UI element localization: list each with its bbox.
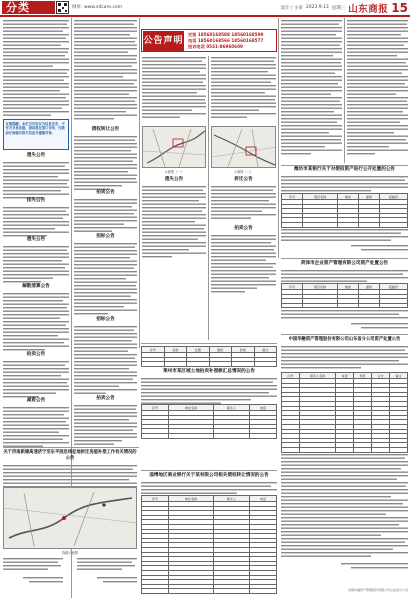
article-title: 拆迁公告 [234,177,253,182]
text-block [3,19,69,117]
text-block [142,56,206,122]
text-block [281,309,408,331]
table-header-cell: 单位名称 [168,405,213,411]
article-a16-tail [281,309,408,331]
map-graphic [143,127,206,168]
table-header-cell: 电话 [250,405,277,411]
asset-table-small [141,346,277,367]
table-header-cell: 地址 [338,194,359,200]
table-header-cell: 联系人 [214,496,250,502]
article-title: 遗失公告 [26,153,46,158]
table-header-cell: 电话 [250,496,277,502]
article-a1 [3,153,69,201]
article-a3 [3,237,69,285]
highlight-text: 友情提醒：本栏目内容仅为信息发布，不作为交易依据，请读者在签订合同、付款前仔细核实相关信息并谨慎对待。 [5,121,65,135]
article-d2 [211,226,276,300]
contact-table [141,404,277,439]
article-title: 菏泽市企业资产管理有限公司资产处置公告 [300,261,389,266]
article-b0 [74,19,137,123]
article-f0 [347,19,408,159]
section-category: 分类 [2,1,55,14]
enterprise-asset-table [281,283,408,308]
map-left [142,126,206,168]
text-block [74,135,137,193]
table-header-cell: 单位名称 [168,496,213,502]
text-block [347,19,408,159]
article-title: 莱州市某区域土地拍卖补偿款汇总情况的公告 [163,369,255,374]
issue-date: 2023.9.13 [305,4,329,10]
article-d1 [211,177,276,225]
article-b1 [74,127,137,193]
table-header-cell: 项目名称 [302,194,337,200]
map-graphic [212,127,276,168]
map-right [211,126,276,168]
text-block [74,19,137,123]
article-a2 [3,198,69,240]
article-b3 [74,234,137,320]
ad-line: 定报 18560168588 18560168599 [188,31,264,37]
text-block [281,453,408,583]
website-url: 网址: www.sdcare.com [72,5,122,10]
article-title: 淄博地区商业银行关于某有限公司相关债权转让情况的公告 [149,473,269,478]
article-c1 [142,177,206,265]
article-a15-tail [281,228,408,254]
column-divider [278,18,279,258]
edition-label: 设计 / 主审 [280,5,303,11]
article-title: 拍卖公告 [96,190,115,195]
map-caption: 示意图（一） [164,170,184,174]
article-a19 [141,473,277,497]
table-row [282,447,408,452]
debt-table [141,495,277,594]
text-block [211,234,276,300]
text-block [74,198,137,236]
newspaper-name: 山东商报 [348,3,389,15]
table-header-cell: 债务人名称 [299,373,335,379]
bank-asset-table [281,193,408,228]
section-divider [141,470,277,471]
article-a15 [281,167,408,195]
table-header-cell: 序号 [282,194,303,200]
article-title: 遗失公告 [26,237,46,242]
text-block [3,406,69,450]
table-header-cell: 项目名称 [302,284,337,290]
article-a4 [3,284,69,354]
text-block [3,557,137,595]
article-d0 [211,56,276,122]
table-header-cell: 位置 [187,347,210,353]
table-header-cell: 名称 [164,347,187,353]
table-header-cell: 合计 [372,373,390,379]
table-header-cell: 起始价 [379,284,407,290]
text-block [281,345,408,371]
article-e0 [281,19,342,159]
article-title: 招标公告 [96,234,115,239]
article-b4 [74,317,137,399]
section-divider [281,165,408,166]
map-caption: 线路示意图 [62,551,78,555]
article-a18 [141,369,277,407]
table-row [142,589,277,594]
section-divider [281,334,408,335]
table-header-cell: 利息 [354,373,372,379]
article-b5 [74,396,137,452]
table-header-cell: 价格 [232,347,255,353]
table-header-cell: 联系人 [214,405,250,411]
article-title: 遗失公告 [164,177,184,182]
article-title: 债权转让公告 [91,127,120,132]
footer-note: 中国华融资产管理股份有限公司山东省分公司 [347,588,408,592]
page-number: 15 [391,0,408,15]
article-title: 中国华融资产管理股份有限公司山东省分公司资产处置公告 [288,337,401,342]
article-a16 [281,261,408,285]
table-row [282,222,408,227]
text-block [3,161,69,201]
article-title: 招标公告 [96,317,115,322]
text-block [3,245,69,285]
text-block [3,292,69,354]
article-title: 潍坊市某银行关于对债权资产进行公开处置的公告 [293,167,396,172]
table-row [282,303,408,308]
column-divider [139,18,140,348]
map-graphic [4,488,137,549]
section-divider [281,258,408,259]
text-block [281,19,342,159]
table-row [142,433,277,438]
notice-highlight-box [3,119,69,150]
map-route [3,487,137,549]
issue-weekday: 星期三 [331,5,346,11]
table-header-cell: 序号 [282,284,303,290]
text-block [3,206,69,240]
article-title: 拍卖公告 [96,396,115,401]
table-header-cell: 序号 [142,496,169,502]
article-title: 解散清算公告 [22,284,50,289]
article-title: 关于济南新建高速济宁至东平段沿线征地拆迁房屋补偿工作有关情况的公告 [3,450,137,461]
article-a17-tail [281,453,408,583]
header-rule [0,15,410,17]
table-header-cell: 本金 [336,373,354,379]
ad-line: 电话 18560168566 18560168577 [188,37,264,43]
text-block [3,360,69,400]
article-a0 [3,19,69,117]
table-header-cell: 面积 [358,194,379,200]
text-block [281,175,408,195]
table-header-cell: 起始价 [379,194,407,200]
ad-contact [188,32,263,50]
classified-ad-box [141,29,277,52]
article-a14 [3,450,137,492]
huarong-asset-table [281,372,408,453]
table-row [142,362,277,367]
ad-line: 投诉电话 0531-86960609 [188,43,243,49]
text-block [142,185,206,265]
header-right [280,0,408,15]
article-title: 拍卖公告 [234,226,253,231]
text-block [141,377,277,407]
article-a14-signature [3,557,137,595]
table-header-cell: 序号 [142,347,165,353]
article-title: 挂失公告 [26,198,46,203]
text-block [211,185,276,225]
text-block [74,242,137,320]
header-meta [280,5,345,11]
article-title: 拍卖公告 [26,352,46,357]
article-b2 [74,190,137,236]
table-header-cell: 序号 [282,373,300,379]
table-header-cell: 面积 [209,347,232,353]
table-header-cell: 序号 [142,405,169,411]
article-title: 减资公告 [26,398,46,403]
text-block [281,228,408,254]
column-divider [208,56,209,340]
ad-logo: 公告声明 [143,31,184,51]
table-header-cell: 地址 [338,284,359,290]
article-a5 [3,352,69,400]
map-caption: 示意图（二） [233,170,254,174]
column-divider [344,18,345,163]
text-block [74,325,137,399]
text-block [74,404,137,452]
table-header-cell: 备注 [390,373,408,379]
article-c0 [142,56,206,122]
page-header [0,0,410,15]
qr-code-icon [56,1,69,14]
table-header-cell: 备注 [254,347,277,353]
section-divider [141,343,277,344]
article-a6 [3,398,69,450]
table-header-cell: 面积 [358,284,379,290]
text-block [211,56,276,122]
article-a17 [281,337,408,371]
